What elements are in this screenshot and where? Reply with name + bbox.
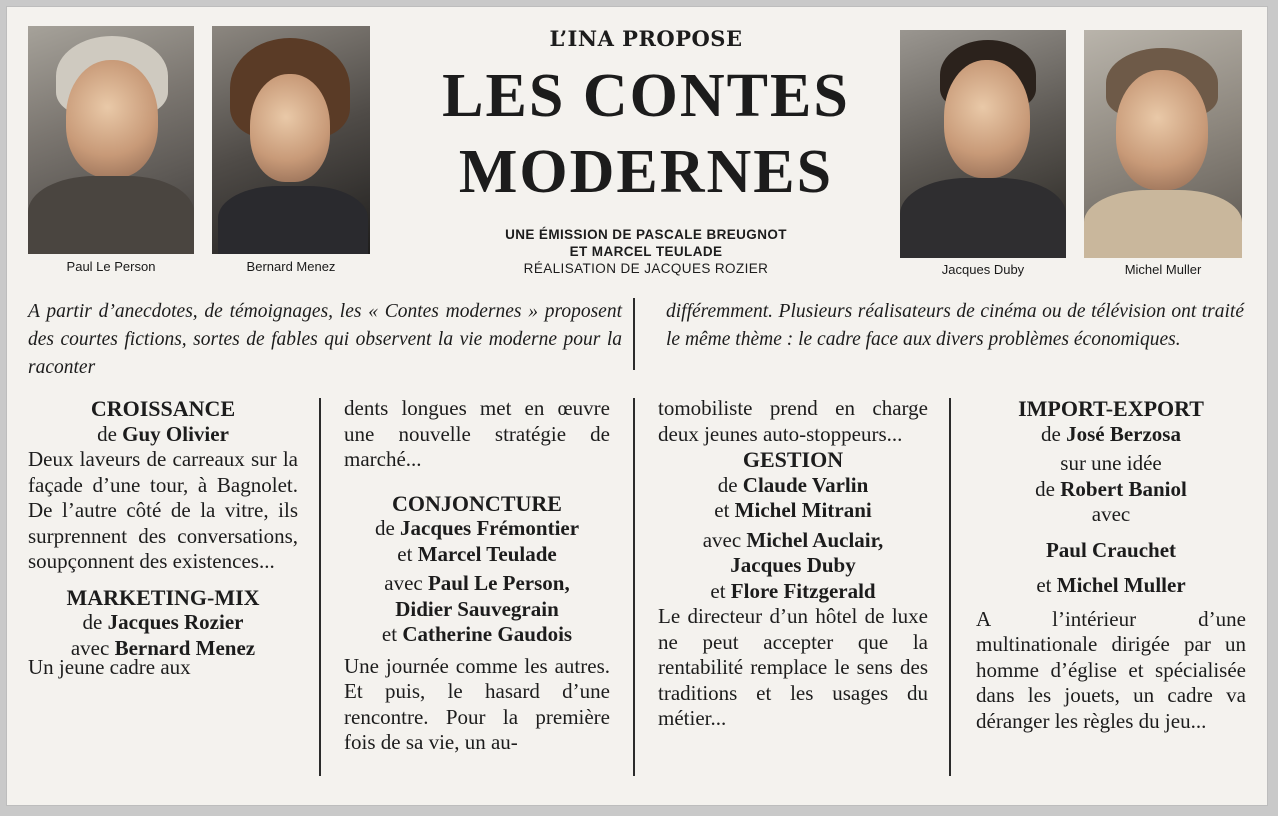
section-author: de Jacques Rozier — [82, 610, 244, 634]
column-1 — [28, 396, 298, 681]
section-author: de Robert Baniol — [1035, 476, 1187, 501]
section-author: et Marcel Teulade — [397, 541, 557, 566]
section-text: Une journée comme les autres. Et puis, le hasard d’une rencontre. Pour la première fois de sa vie, un au- — [344, 653, 610, 754]
intro-left: A partir d’anecdotes, de témoignages, les « Contes modernes » proposent des courtes fictions, sortes de fables qui observent la vie moderne pour la raconter — [28, 301, 622, 378]
section-title: IMPORT-EXPORT — [1018, 396, 1204, 421]
section-text: A l’intérieur d’une multinationale dirigée par un homme d’église et spécialisée dans les jouets, un cadre va déranger les règles du jeu... — [976, 606, 1246, 733]
column-divider — [633, 298, 635, 370]
section-cast: avec Michel Auclair, — [702, 527, 884, 552]
column-divider — [633, 398, 635, 776]
section-author: de Guy Olivier — [97, 421, 229, 446]
kicker: L’INA PROPOSE — [549, 26, 743, 51]
credit-line: ET MARCEL TEULADE — [569, 244, 723, 259]
portrait-caption: Paul Le Person — [66, 259, 156, 274]
section-author: de José Berzosa — [1041, 421, 1181, 446]
column-4 — [976, 396, 1246, 734]
portrait-photo-michel-muller — [1084, 30, 1242, 258]
column-2 — [344, 396, 610, 756]
section-text: tomobiliste prend en charge deux jeunes auto-stoppeurs... — [658, 396, 928, 446]
column-divider — [949, 398, 951, 776]
section-cast: avec Bernard Menez — [70, 635, 256, 660]
section-idea: sur une idée — [1060, 451, 1162, 475]
section-cast-label: avec — [1091, 502, 1131, 526]
title-line: LES CONTES — [442, 62, 850, 130]
section-author: de Claude Varlin — [717, 472, 869, 497]
title-line: MODERNES — [458, 138, 834, 206]
section-author: de Jacques Frémontier — [374, 516, 580, 540]
section-text: Un jeune cadre aux — [28, 655, 191, 679]
credit-line: RÉALISATION DE JACQUES ROZIER — [523, 261, 769, 276]
section-title: CONJONCTURE — [392, 490, 562, 516]
section-text: dents longues met en œuvre une nouvelle stratégie de marché... — [344, 396, 610, 471]
column-3 — [658, 396, 928, 732]
section-cast: avec Paul Le Person, — [384, 571, 570, 595]
section-text: Le directeur d’un hôtel de luxe ne peut accepter que la rentabilité remplace le sens des traditions et les usages du métier... — [658, 604, 928, 730]
portrait-caption: Jacques Duby — [941, 262, 1025, 277]
column-divider — [319, 398, 321, 776]
section-text: Deux laveurs de carreaux sur la façade d’une tour, à Bagnolet. De l’autre côté de la vitre, ils surprennent des conversations, soupçonnent des existences... — [28, 447, 298, 573]
intro-right: différemment. Plusieurs réalisateurs de cinéma ou de télévision ont traité le même thème : le cadre face aux divers problèmes économiques. — [666, 301, 1244, 350]
portrait-caption: Michel Muller — [1124, 262, 1202, 277]
article-page — [6, 6, 1268, 806]
portrait-photo-bernard-menez — [212, 26, 370, 254]
credits — [436, 226, 856, 277]
section-author: et Michel Mitrani — [714, 498, 872, 522]
credit-line: UNE ÉMISSION DE PASCALE BREUGNOT — [505, 227, 787, 242]
section-title: GESTION — [742, 447, 844, 472]
section-title: CROISSANCE — [90, 396, 236, 421]
section-cast: Didier Sauvegrain — [395, 596, 559, 621]
section-cast: et Flore Fitzgerald — [710, 578, 876, 603]
section-cast: et Michel Muller — [1036, 573, 1186, 597]
section-cast: Jacques Duby — [730, 553, 856, 577]
section-cast: Paul Crauchet — [1045, 537, 1177, 562]
page-title — [386, 58, 906, 210]
section-cast: et Catherine Gaudois — [381, 622, 573, 646]
section-title: MARKETING-MIX — [66, 584, 260, 610]
portrait-caption: Bernard Menez — [246, 259, 336, 274]
portrait-photo-paul-le-person — [28, 26, 194, 254]
portrait-photo-jacques-duby — [900, 30, 1066, 258]
